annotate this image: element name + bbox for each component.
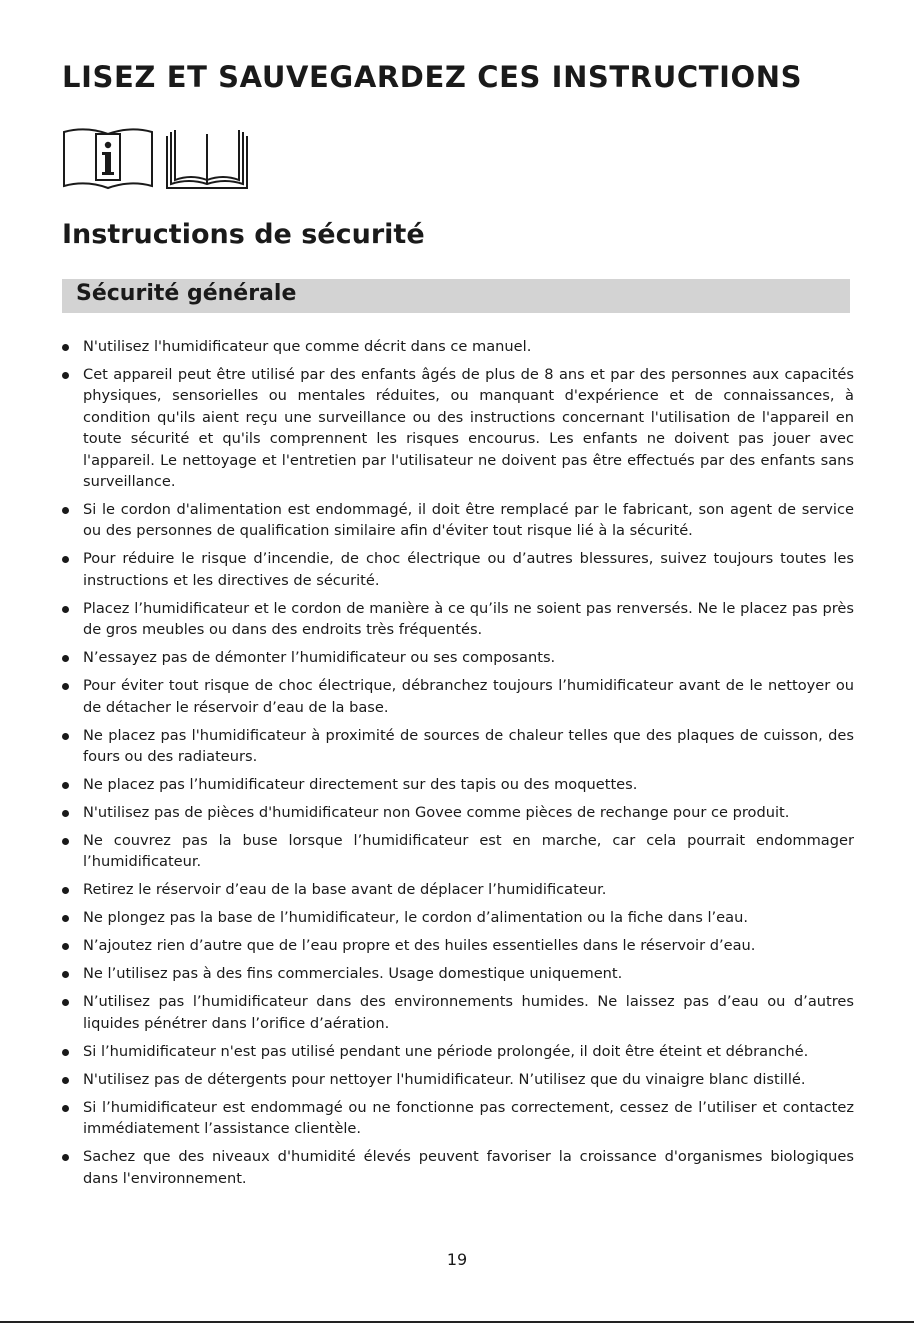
- list-item: Ne couvrez pas la buse lorsque l’humidificateur est en marche, car cela pourrait endommager l’humidificateur.: [62, 830, 854, 873]
- list-item: Sachez que des niveaux d'humidité élevés peuvent favoriser la croissance d'organismes biologiques dans l'environnement.: [62, 1146, 854, 1189]
- list-item: N’essayez pas de démonter l’humidificateur ou ses composants.: [62, 647, 854, 668]
- list-item: Cet appareil peut être utilisé par des enfants âgés de plus de 8 ans et par des personnes aux capacités physiques, sensorielles ou mentales réduites, ou manquant d'expérience et de connaissances, à condition qu'ils aient reçu une surveillance ou des instructions concernant l'utilisation de l'appareil en toute sécurité et qu'ils comprennent les risques encourus. Les enfants ne doivent pas jouer avec l'appareil. Le nettoyage et l'entretien par l'utilisateur ne doivent pas être effectués par des enfants sans surveillance.: [62, 364, 854, 492]
- safety-list: [62, 336, 854, 1196]
- list-item: Si le cordon d'alimentation est endommagé, il doit être remplacé par le fabricant, son agent de service ou des personnes de qualification similaire afin d'éviter tout risque lié à la sécurité.: [62, 499, 854, 542]
- page-number: 19: [446, 1250, 468, 1269]
- subsection-title: Sécurité générale: [76, 281, 297, 306]
- section-title: Instructions de sécurité: [62, 219, 425, 250]
- subsection-header: [62, 279, 850, 313]
- list-item: Pour éviter tout risque de choc électrique, débranchez toujours l’humidificateur avant de le nettoyer ou de détacher le réservoir d’eau de la base.: [62, 675, 854, 718]
- icon-row: [62, 128, 251, 192]
- list-item: Ne placez pas l’humidificateur directement sur des tapis ou des moquettes.: [62, 774, 854, 795]
- open-book-icon: [163, 128, 251, 192]
- list-item: N'utilisez l'humidificateur que comme décrit dans ce manuel.: [62, 336, 854, 357]
- list-item: Ne placez pas l'humidificateur à proximité de sources de chaleur telles que des plaques de cuisson, des fours ou des radiateurs.: [62, 725, 854, 768]
- info-manual-icon: [62, 128, 154, 192]
- list-item: Ne l’utilisez pas à des fins commerciales. Usage domestique uniquement.: [62, 963, 854, 984]
- main-title: LISEZ ET SAUVEGARDEZ CES INSTRUCTIONS: [62, 60, 803, 94]
- list-item: Ne plongez pas la base de l’humidificateur, le cordon d’alimentation ou la fiche dans l’eau.: [62, 907, 854, 928]
- list-item: Retirez le réservoir d’eau de la base avant de déplacer l’humidificateur.: [62, 879, 854, 900]
- list-item: Placez l’humidificateur et le cordon de manière à ce qu’ils ne soient pas renversés. Ne le placez pas près de gros meubles ou dans des endroits très fréquentés.: [62, 598, 854, 641]
- list-item: Si l’humidificateur n'est pas utilisé pendant une période prolongée, il doit être éteint et débranché.: [62, 1041, 854, 1062]
- bottom-rule: [0, 1321, 914, 1323]
- list-item: N'utilisez pas de pièces d'humidificateur non Govee comme pièces de rechange pour ce produit.: [62, 802, 854, 823]
- list-item: Si l’humidificateur est endommagé ou ne fonctionne pas correctement, cessez de l’utiliser et contactez immédiatement l’assistance clientèle.: [62, 1097, 854, 1140]
- list-item: Pour réduire le risque d’incendie, de choc électrique ou d’autres blessures, suivez toujours toutes les instructions et les directives de sécurité.: [62, 548, 854, 591]
- list-item: N'utilisez pas de détergents pour nettoyer l'humidificateur. N’utilisez que du vinaigre blanc distillé.: [62, 1069, 854, 1090]
- list-item: N’utilisez pas l’humidificateur dans des environnements humides. Ne laissez pas d’eau ou d’autres liquides pénétrer dans l’orifice d’aération.: [62, 991, 854, 1034]
- list-item: N’ajoutez rien d’autre que de l’eau propre et des huiles essentielles dans le réservoir d’eau.: [62, 935, 854, 956]
